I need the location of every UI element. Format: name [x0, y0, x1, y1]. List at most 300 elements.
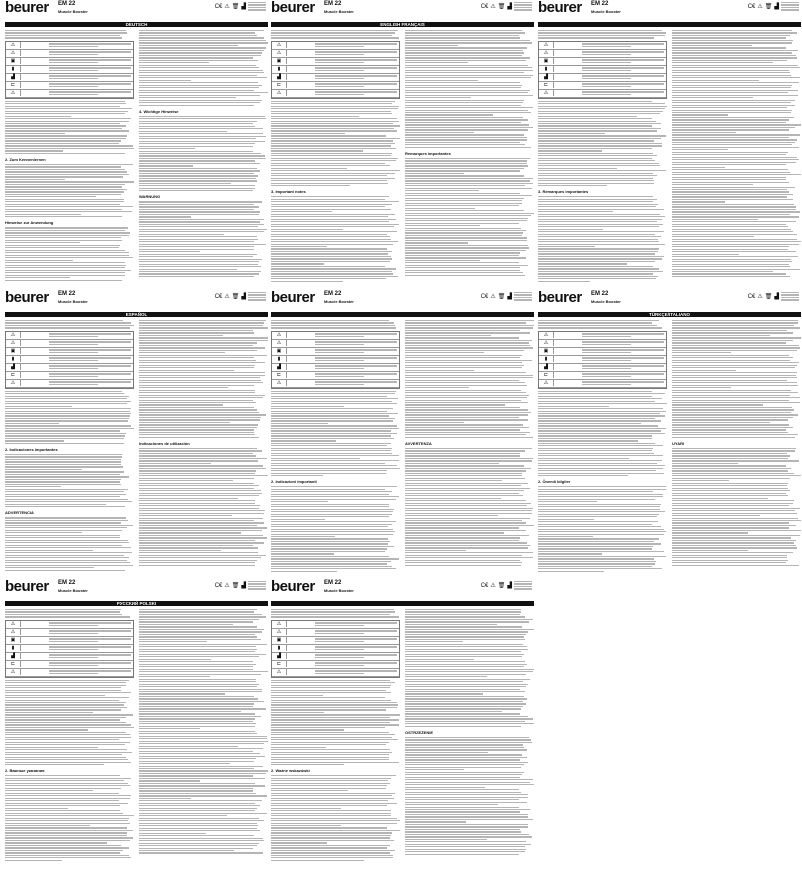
text-line: [139, 377, 260, 378]
text-line: [139, 505, 260, 506]
text-line: [271, 702, 397, 703]
text-line: [5, 788, 121, 789]
text-line: [5, 169, 125, 170]
text-line: [405, 47, 527, 48]
text-line: [405, 465, 524, 466]
text-line: [271, 209, 391, 210]
text-line: [405, 100, 524, 101]
text-line: [672, 400, 789, 401]
text-line: [5, 459, 121, 460]
text-line: [672, 508, 800, 509]
text-line: [139, 322, 264, 323]
text-line: [5, 391, 122, 392]
text-line: [139, 631, 262, 632]
text-line: [405, 332, 530, 333]
text-line: [139, 748, 263, 749]
text-line: [5, 280, 122, 281]
text-line: [139, 619, 259, 620]
symbol-row: [539, 90, 666, 98]
text-line: [672, 32, 797, 33]
text-line: [139, 271, 261, 272]
text-line: [271, 234, 387, 235]
text-line: [139, 460, 258, 461]
text-line: [271, 614, 390, 615]
text-line: [405, 634, 526, 635]
text-line: [405, 854, 519, 855]
text-line: [5, 143, 119, 144]
text-line: [271, 229, 343, 230]
text-line: [405, 527, 519, 528]
text-line: [538, 519, 594, 520]
text-line: [139, 636, 257, 637]
text-line: [5, 216, 122, 217]
text-line: [139, 206, 259, 207]
section-heading: 2. Ważne wskazówki: [271, 768, 310, 774]
text-line: [139, 552, 258, 553]
text-line: [271, 793, 395, 794]
panel-header: [538, 0, 801, 17]
text-line: [538, 401, 655, 402]
text-line: [271, 116, 359, 117]
text-line: [405, 621, 529, 622]
text-line: [271, 226, 394, 227]
text-line: [5, 820, 128, 821]
text-line: [538, 430, 661, 431]
text-line: [405, 772, 524, 773]
text-line: [271, 470, 387, 471]
text-line: [672, 372, 797, 373]
product-name: Muscle Booster: [324, 299, 354, 304]
text-line: [405, 230, 526, 231]
text-line: [538, 199, 657, 200]
text-line: [139, 153, 261, 154]
text-line: [5, 237, 121, 238]
text-line: [139, 246, 254, 247]
text-line: [271, 160, 396, 161]
text-line: [405, 473, 522, 474]
text-line: [405, 495, 523, 496]
text-line: [271, 509, 394, 510]
text-line: [672, 147, 799, 148]
text-line: [139, 148, 195, 149]
text-line: [672, 102, 791, 103]
text-line: [139, 204, 254, 205]
text-line: [139, 498, 238, 499]
text-line: [405, 110, 528, 111]
text-line: [405, 814, 528, 815]
text-line: [5, 113, 125, 114]
text-line: [405, 270, 520, 271]
text-line: [271, 435, 391, 436]
symbol-row: [6, 340, 133, 348]
text-line: [405, 235, 522, 236]
text-line: [538, 551, 664, 552]
text-line: [139, 741, 268, 742]
text-column: [672, 320, 801, 573]
text-line: [5, 547, 131, 548]
text-line: [5, 778, 131, 779]
text-line: [405, 175, 524, 176]
text-line: [405, 811, 520, 812]
text-line: [139, 77, 267, 78]
text-line: [139, 698, 258, 699]
text-line: [672, 500, 794, 501]
text-line: [405, 342, 529, 343]
text-line: [405, 139, 527, 140]
text-line: [672, 555, 787, 556]
panel-header: [538, 290, 801, 307]
text-line: [672, 332, 793, 333]
text-line: [271, 231, 397, 232]
text-line: [139, 808, 257, 809]
text-line: [672, 483, 788, 484]
text-line: [538, 403, 667, 404]
text-line: [139, 100, 262, 101]
text-line: [271, 800, 388, 801]
text-line: [5, 754, 122, 755]
brand-logo: beurer: [5, 578, 49, 595]
text-line: [672, 370, 736, 371]
text-line: [405, 693, 483, 694]
symbol-row: [539, 364, 666, 372]
text-line: [5, 138, 126, 139]
text-line: [139, 211, 260, 212]
text-line: [139, 221, 260, 222]
text-line: [405, 641, 463, 642]
text-line: [5, 522, 121, 523]
text-line: [5, 611, 120, 612]
text-line: [672, 57, 797, 58]
text-line: [538, 113, 660, 114]
text-line: [5, 798, 130, 799]
ce-mark-icon: C€: [747, 3, 756, 10]
text-line: [271, 443, 391, 444]
text-line: [5, 214, 81, 215]
text-line: [139, 450, 262, 451]
text-line: [271, 700, 391, 701]
text-line: [5, 780, 124, 781]
text-line: [538, 541, 654, 542]
text-line: [538, 128, 661, 129]
text-line: [405, 609, 521, 610]
text-line: [538, 504, 661, 505]
text-line: [405, 540, 519, 541]
text-line: [271, 563, 387, 564]
text-line: [405, 35, 519, 36]
symbol-icon: ⚠: [6, 50, 21, 56]
text-line: [405, 737, 529, 738]
section-heading: 2. Indicazioni importanti: [271, 479, 317, 485]
symbol-icon: ▟: [539, 364, 554, 370]
text-line: [139, 244, 266, 245]
text-line: [5, 118, 131, 119]
text-line: [538, 398, 662, 399]
text-line: [5, 775, 120, 776]
brand-logo: beurer: [538, 0, 582, 16]
text-line: [405, 250, 526, 251]
text-line: [672, 177, 786, 178]
text-line: [672, 545, 796, 546]
symbol-row: [6, 90, 133, 98]
text-line: [271, 458, 360, 459]
text-line: [672, 52, 792, 53]
text-line: [5, 166, 121, 167]
manufacturer-icon: ▟: [241, 294, 246, 301]
text-line: [139, 753, 260, 754]
text-line: [139, 470, 256, 471]
text-line: [405, 654, 524, 655]
text-line: [139, 102, 260, 103]
text-line: [538, 391, 652, 392]
text-line: [139, 795, 267, 796]
text-line: [405, 797, 528, 798]
text-line: [672, 350, 797, 351]
brand-logo: beurer: [271, 0, 315, 16]
text-line: [405, 721, 525, 722]
text-line: [672, 221, 796, 222]
text-line: [538, 423, 641, 424]
text-line: [5, 454, 122, 455]
text-line: [5, 275, 125, 276]
text-line: [405, 257, 526, 258]
text-line: [405, 265, 528, 266]
text-line: [672, 547, 797, 548]
text-line: [271, 199, 385, 200]
text-line: [538, 486, 666, 487]
symbol-icon: ⚠: [272, 90, 287, 96]
text-line: [5, 525, 133, 526]
text-line: [5, 840, 130, 841]
text-line: [405, 114, 493, 115]
text-line: [271, 244, 393, 245]
text-line: [405, 225, 480, 226]
text-line: [271, 408, 393, 409]
text-line: [672, 320, 798, 321]
text-line: [139, 50, 264, 51]
text-line: [405, 448, 532, 449]
text-line: [5, 252, 129, 253]
text-line: [672, 552, 793, 553]
text-line: [271, 475, 323, 476]
text-line: [405, 626, 522, 627]
text-line: [139, 412, 259, 413]
ce-mark-icon: C€: [214, 582, 223, 589]
text-line: [672, 204, 794, 205]
text-line: [271, 840, 394, 841]
text-line: [139, 155, 265, 156]
text-line: [271, 133, 345, 134]
text-line: [271, 737, 392, 738]
text-line: [405, 170, 520, 171]
text-line: [538, 320, 659, 321]
text-line: [405, 819, 533, 820]
symbol-icon: ⚠: [272, 50, 287, 56]
text-line: [139, 644, 267, 645]
text-line: [139, 850, 234, 851]
text-line: [672, 355, 789, 356]
text-line: [405, 767, 521, 768]
text-line: [405, 252, 520, 253]
text-line: [5, 714, 133, 715]
text-line: [5, 687, 121, 688]
text-line: [271, 278, 386, 279]
text-line: [405, 639, 525, 640]
panel-body: [5, 320, 268, 572]
text-line: [405, 804, 498, 805]
manufacturer-address: [248, 292, 266, 302]
section-heading: UYARI: [672, 440, 685, 446]
text-line: [271, 810, 391, 811]
text-line: [139, 429, 254, 430]
text-line: [538, 175, 657, 176]
text-line: [139, 555, 266, 556]
text-line: [672, 40, 793, 41]
text-line: [672, 199, 793, 200]
text-line: [139, 380, 261, 381]
text-line: [405, 30, 522, 31]
symbol-row: [272, 50, 399, 58]
text-line: [271, 685, 391, 686]
text-line: [405, 782, 530, 783]
text-line: [139, 783, 255, 784]
text-line: [139, 696, 254, 697]
text-line: [405, 689, 520, 690]
text-line: [139, 614, 262, 615]
weee-bin-icon: 🗑: [764, 4, 773, 11]
text-line: [405, 681, 523, 682]
text-line: [5, 420, 128, 421]
symbol-row: [539, 332, 666, 340]
text-line: [139, 375, 265, 376]
text-line: [271, 798, 394, 799]
text-line: [5, 466, 123, 467]
text-line: [139, 800, 262, 801]
symbol-icon: ▮: [6, 645, 21, 651]
text-line: [5, 835, 127, 836]
text-line: [5, 456, 122, 457]
text-line: [538, 556, 666, 557]
text-line: [271, 687, 390, 688]
panel-header: [5, 290, 268, 307]
text-line: [139, 761, 254, 762]
text-line: [405, 397, 527, 398]
text-line: [271, 764, 344, 765]
text-line: [5, 542, 129, 543]
text-line: [139, 770, 268, 771]
text-line: [139, 360, 256, 361]
section-heading: 2. Важные указания: [5, 768, 45, 774]
text-line: [5, 411, 130, 412]
text-line: [405, 483, 528, 484]
text-line: [672, 105, 795, 106]
text-line: [672, 174, 801, 175]
text-line: [405, 759, 520, 760]
text-line: [5, 810, 120, 811]
text-line: [271, 551, 385, 552]
text-line: [538, 236, 661, 237]
symbol-icon: ⊏: [272, 372, 287, 378]
text-line: [405, 723, 534, 724]
text-line: [405, 382, 525, 383]
text-line: [5, 235, 129, 236]
text-column: [139, 609, 268, 862]
text-line: [672, 241, 801, 242]
text-line: [5, 747, 98, 748]
symbol-row: [6, 348, 133, 356]
text-line: [538, 130, 657, 131]
text-line: [405, 347, 533, 348]
text-line: [271, 276, 398, 277]
text-line: [139, 417, 261, 418]
text-line: [5, 111, 128, 112]
text-line: [271, 690, 386, 691]
text-line: [139, 67, 259, 68]
text-line: [405, 362, 522, 363]
text-line: [672, 184, 753, 185]
text-line: [405, 97, 471, 98]
text-line: [672, 47, 786, 48]
text-line: [405, 671, 533, 672]
symbol-row: [539, 82, 666, 90]
text-line: [405, 422, 464, 423]
text-line: [405, 193, 520, 194]
section-heading: Remarques importantes: [405, 150, 451, 156]
text-line: [538, 440, 638, 441]
text-line: [271, 165, 390, 166]
text-line: [5, 201, 124, 202]
text-line: [672, 45, 752, 46]
text-line: [139, 131, 227, 132]
text-line: [271, 201, 399, 202]
text-line: [271, 516, 389, 517]
text-line: [405, 385, 527, 386]
text-line: [139, 468, 266, 469]
text-line: [405, 450, 525, 451]
text-line: [538, 116, 637, 117]
text-line: [672, 194, 793, 195]
text-line: [405, 260, 480, 261]
text-line: [271, 850, 395, 851]
text-line: [139, 236, 257, 237]
symbol-icon: ▟: [272, 653, 287, 659]
text-line: [405, 327, 533, 328]
symbol-row: [6, 50, 133, 58]
text-line: [139, 616, 266, 617]
text-line: [139, 325, 263, 326]
text-line: [672, 256, 798, 257]
text-line: [538, 514, 659, 515]
text-line: [405, 134, 524, 135]
text-line: [271, 538, 388, 539]
text-line: [139, 848, 253, 849]
text-line: [405, 32, 525, 33]
text-line: [271, 855, 393, 856]
text-line: [5, 194, 121, 195]
text-line: [672, 167, 725, 168]
text-line: [405, 163, 527, 164]
text-line: [405, 698, 527, 699]
text-line: [139, 95, 260, 96]
text-line: [5, 438, 124, 439]
text-line: [139, 229, 267, 230]
text-line: [405, 412, 531, 413]
text-line: [538, 553, 602, 554]
text-column: [271, 609, 400, 862]
symbol-row: [6, 669, 133, 677]
text-line: [538, 123, 661, 124]
text-line: [5, 199, 124, 200]
text-line: [139, 168, 257, 169]
